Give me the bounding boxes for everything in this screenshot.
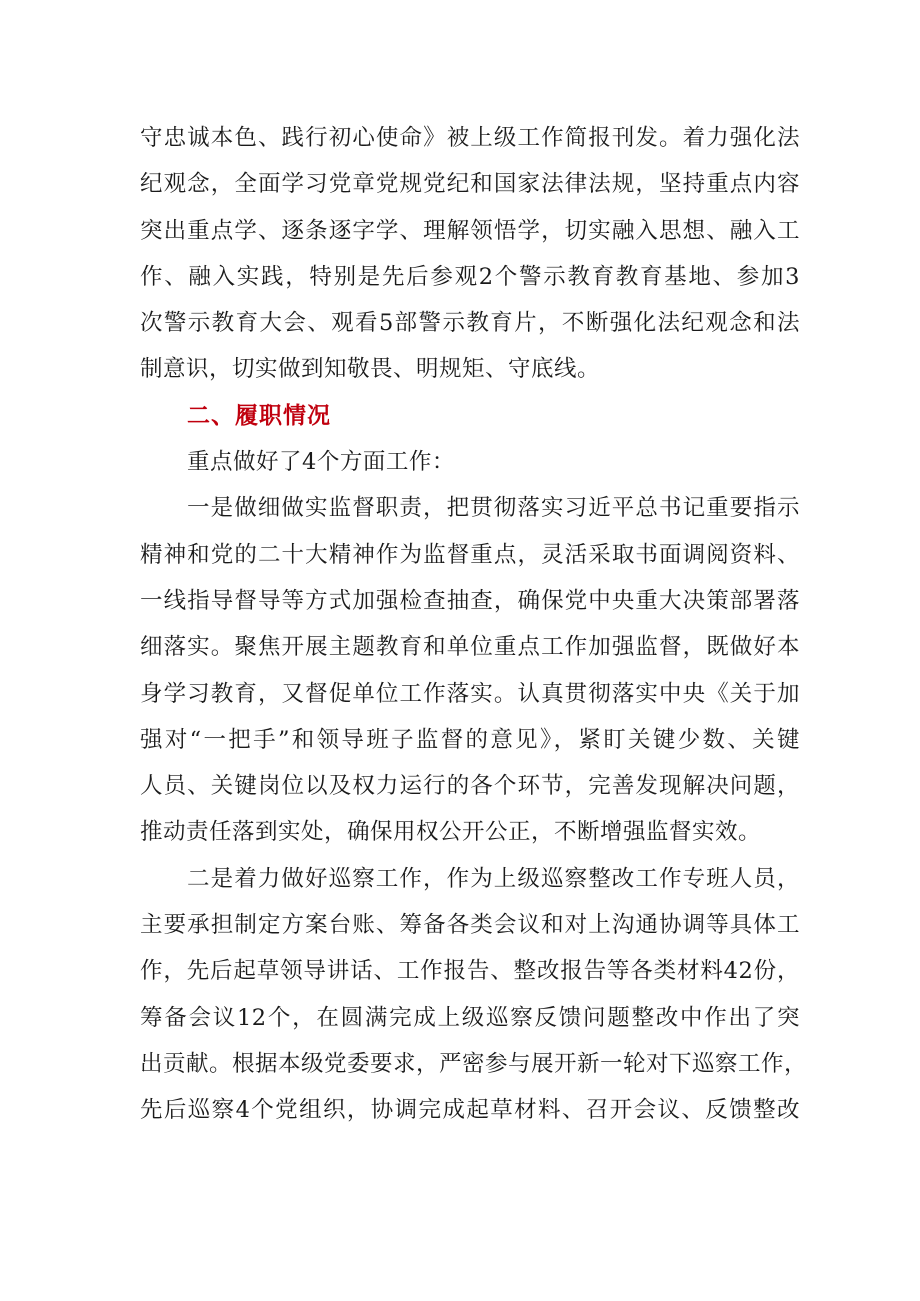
text-line: 守忠诚本色、践行初心使命》被上级工作简报刊发。着力强化法 (140, 125, 800, 151)
text-line: 身学习教育，又督促单位工作落实。认真贯彻落实中央《关于加 (140, 680, 800, 707)
text-line: 强对“一把手”和领导班子监督的意见》，紧盯关键少数、关键 (140, 726, 800, 753)
text-line: 一是做细做实监督职责，把贯彻落实习近平总书记重要指示 (187, 495, 800, 522)
text-line: 一线指导督导等方式加强检查抽查，确保党中央重大决策部署落 (140, 587, 800, 614)
text-line: 作、融入实践，特别是先后参观2个警示教育教育基地、参加3 (140, 263, 800, 290)
text-line: 先后巡察4个党组织，协调完成起草材料、召开会议、反馈整改 (140, 1097, 800, 1124)
document-page (140, 115, 808, 1134)
paragraph-2 (140, 485, 800, 855)
text-line: 主要承担制定方案台账、筹备各类会议和对上沟通协调等具体工 (140, 912, 800, 939)
text-line: 突出重点学、逐条逐字学、理解领悟学，切实融入思想、融入工 (140, 217, 800, 244)
text-line: 二是着力做好巡察工作，作为上级巡察整改工作专班人员， (187, 865, 800, 892)
text-line: 制意识，切实做到知敬畏、明规矩、守底线。 (140, 356, 601, 383)
paragraph-1 (140, 115, 800, 393)
text-line: 筹备会议12个，在圆满完成上级巡察反馈问题整改中作出了突 (140, 1004, 800, 1031)
text-line: 人员、关键岗位以及权力运行的各个环节，完善发现解决问题， (140, 773, 800, 800)
text-line: 精神和党的二十大精神作为监督重点，灵活采取书面调阅资料、 (140, 541, 800, 568)
text-line: 细落实。聚焦开展主题教育和单位重点工作加强监督，既做好本 (140, 634, 800, 661)
text-line: 出贡献。根据本级党委要求，严密参与展开新一轮对下巡察工作， (140, 1050, 808, 1077)
intro-line: 重点做好了4个方面工作： (187, 449, 455, 476)
section-heading: 二、履职情况 (187, 402, 331, 429)
text-line: 推动责任落到实处，确保用权公开公正，不断增强监督实效。 (140, 819, 762, 846)
paragraph-3 (140, 856, 808, 1134)
text-line: 次警示教育大会、观看5部警示教育片，不断强化法纪观念和法 (140, 310, 800, 337)
text-line: 纪观念，全面学习党章党规党纪和国家法律法规，坚持重点内容 (140, 171, 800, 198)
text-line: 作，先后起草领导讲话、工作报告、整改报告等各类材料42份， (140, 958, 800, 985)
